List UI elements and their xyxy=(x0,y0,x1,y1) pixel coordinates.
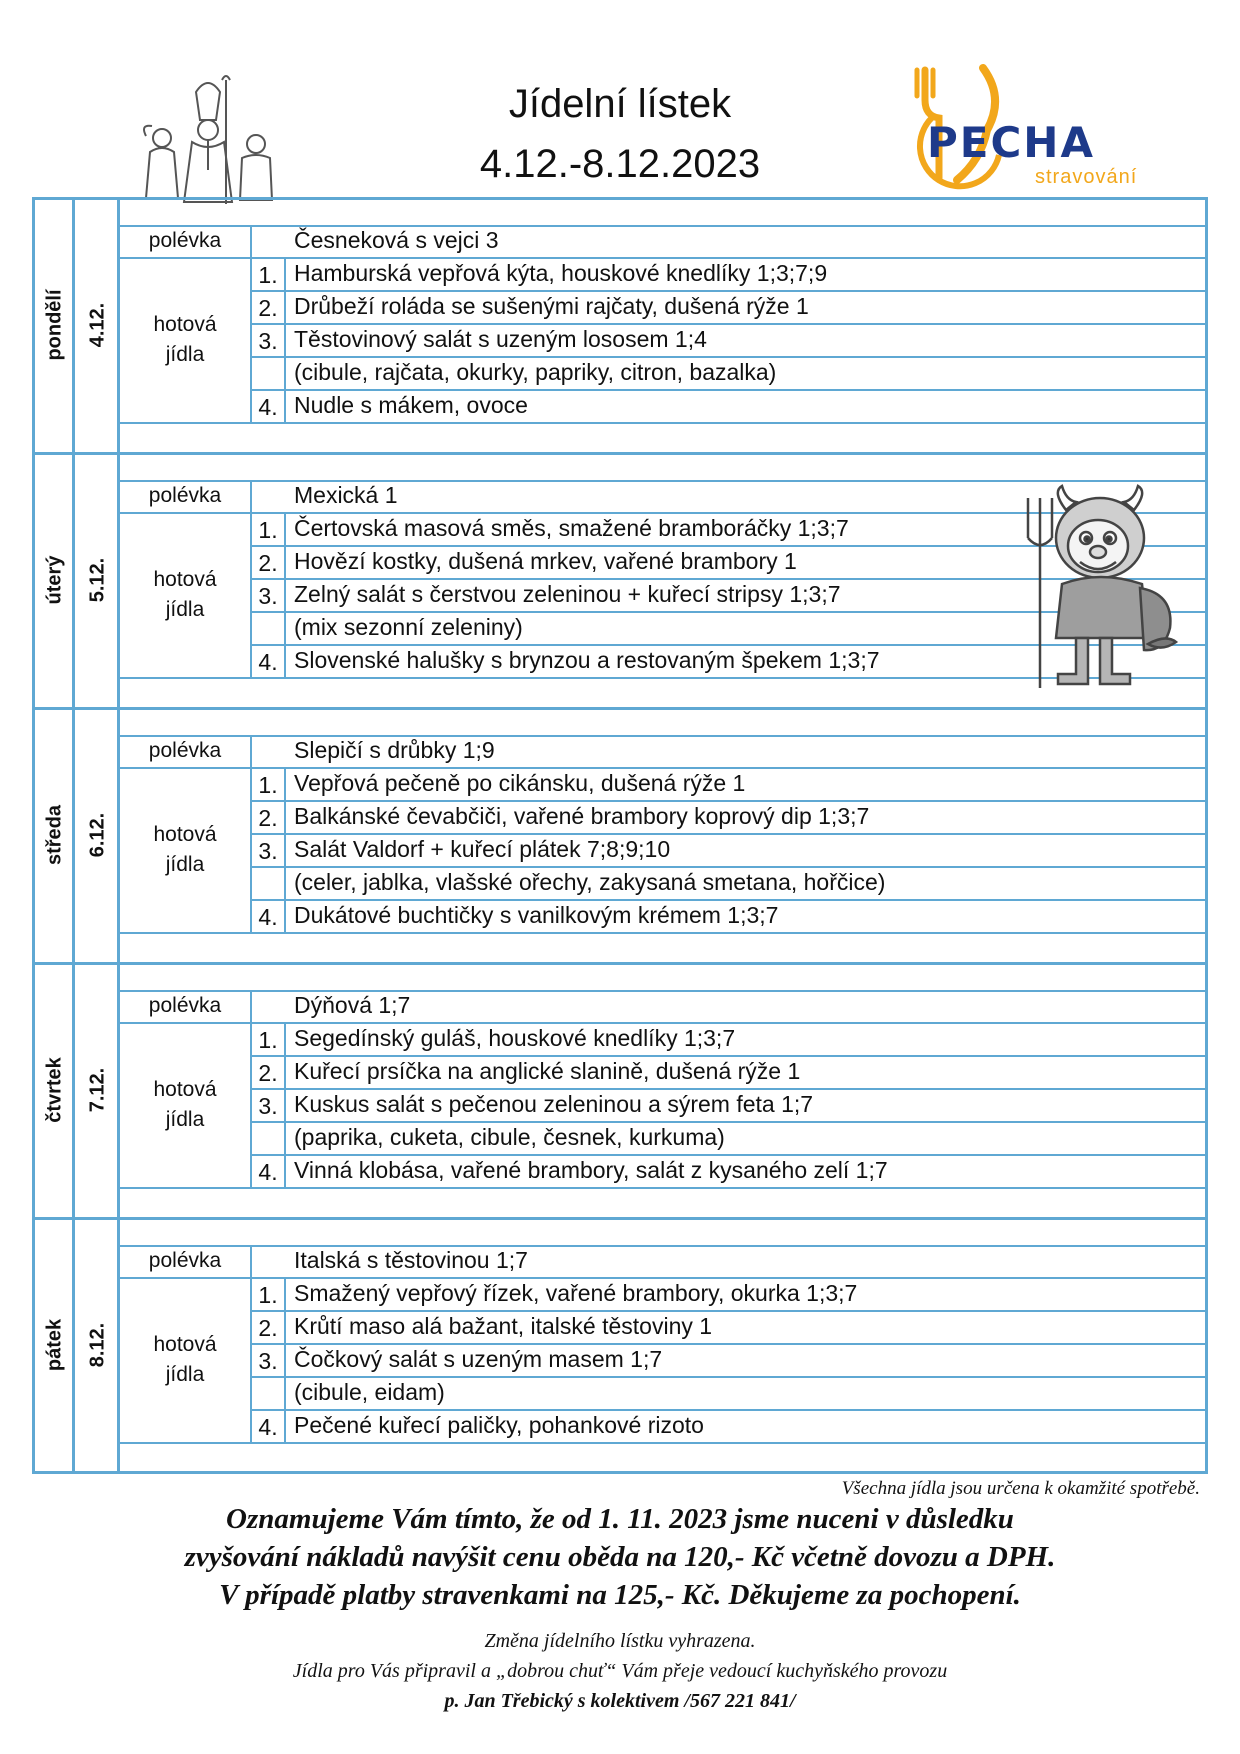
meal-number: 3. xyxy=(258,328,278,354)
consumption-note: Všechna jídla jsou určena k okamžité spotřebě. xyxy=(841,1478,1200,1499)
meals-label-line-2: jídla xyxy=(165,343,205,366)
logo-name: PECHA xyxy=(927,118,1095,167)
soup-label: polévka xyxy=(148,994,222,1017)
day-block xyxy=(32,197,1208,452)
meal-dish: Segedínský guláš, houskové knedlíky 1;3;7 xyxy=(294,1025,736,1051)
meal-dish: Čočkový salát s uzeným masem 1;7 xyxy=(294,1346,663,1372)
meals-label-line-1: hotová xyxy=(153,313,217,336)
day-date: 7.12. xyxy=(86,1067,109,1112)
meal-number: 3. xyxy=(258,1348,278,1374)
meal-dish: Zelný salát s čerstvou zeleninou + kuřecí stripsy 1;3;7 xyxy=(294,581,841,607)
day-date: 6.12. xyxy=(86,812,109,857)
pecha-logo xyxy=(905,60,1165,200)
day-separator xyxy=(32,707,1208,710)
meal-number: 4. xyxy=(258,1159,278,1185)
row-line xyxy=(250,1376,1208,1378)
row-line xyxy=(250,1088,1208,1090)
row-line xyxy=(250,290,1208,292)
meal-number: 2. xyxy=(258,1060,278,1086)
meal-dish: Vinná klobása, vařené brambory, salát z kysaného zelí 1;7 xyxy=(294,1157,888,1183)
meal-dish: Salát Valdorf + kuřecí plátek 7;8;9;10 xyxy=(294,836,671,862)
day-name: pondělí xyxy=(43,288,66,361)
meal-number: 2. xyxy=(258,805,278,831)
page-title: Jídelní lístek xyxy=(508,82,732,126)
row-line xyxy=(250,1154,1208,1156)
meal-number: 2. xyxy=(258,1315,278,1341)
meal-dish: (paprika, cuketa, cibule, česnek, kurkuma) xyxy=(294,1124,725,1150)
row-line xyxy=(120,735,1208,737)
soup-dish: Dýňová 1;7 xyxy=(294,992,411,1018)
soup-dish: Italská s těstovinou 1;7 xyxy=(294,1247,528,1273)
soup-label: polévka xyxy=(148,229,222,252)
meal-number: 1. xyxy=(258,517,278,543)
soup-dish: Česneková s vejci 3 xyxy=(294,227,499,253)
meal-dish: Čertovská masová směs, smažené bramboráčky 1;3;7 xyxy=(294,515,849,541)
row-line xyxy=(250,1121,1208,1123)
meal-dish: Smažený vepřový řízek, vařené brambory, okurka 1;3;7 xyxy=(294,1280,858,1306)
row-line xyxy=(250,899,1208,901)
meal-dish: Hamburská vepřová kýta, houskové knedlíky 1;3;7;9 xyxy=(294,260,828,286)
meal-dish: Drůbeží roláda se sušenými rajčaty, dušená rýže 1 xyxy=(294,293,809,319)
meal-dish: Vepřová pečeně po cikánsku, dušená rýže 1 xyxy=(294,770,746,796)
saint-nicholas-illustration xyxy=(138,72,278,208)
meals-label-line-2: jídla xyxy=(165,1108,205,1131)
footer-line-3: p. Jan Třebický s kolektivem /567 221 841/ xyxy=(444,1690,796,1712)
meal-number: 4. xyxy=(258,1414,278,1440)
meal-dish: Dukátové buchtičky s vanilkovým krémem 1;3;7 xyxy=(294,902,779,928)
meals-label-line-1: hotová xyxy=(153,823,217,846)
row-line xyxy=(120,422,1208,424)
row-line xyxy=(250,1310,1208,1312)
row-line xyxy=(120,932,1208,934)
row-line xyxy=(250,833,1208,835)
date-range: 4.12.-8.12.2023 xyxy=(479,142,761,186)
day-name: úterý xyxy=(43,555,66,604)
meal-dish: Těstovinový salát s uzeným lososem 1;4 xyxy=(294,326,707,352)
meal-number: 3. xyxy=(258,583,278,609)
row-line xyxy=(250,800,1208,802)
row-line xyxy=(250,1343,1208,1345)
soup-label: polévka xyxy=(148,739,222,762)
meal-dish: (mix sezonní zeleniny) xyxy=(294,614,523,640)
row-line xyxy=(250,389,1208,391)
meal-dish: Pečené kuřecí paličky, pohankové rizoto xyxy=(294,1412,704,1438)
row-line xyxy=(250,1055,1208,1057)
meal-number: 1. xyxy=(258,1282,278,1308)
meal-number: 3. xyxy=(258,838,278,864)
meal-dish: Kuskus salát s pečenou zeleninou a sýrem feta 1;7 xyxy=(294,1091,814,1117)
row-line xyxy=(250,323,1208,325)
row-line xyxy=(120,480,1208,482)
day-block xyxy=(32,962,1208,1217)
day-block xyxy=(32,1217,1208,1472)
meal-number: 1. xyxy=(258,262,278,288)
row-line xyxy=(120,1187,1208,1189)
day-separator xyxy=(32,452,1208,455)
row-line xyxy=(120,1442,1208,1444)
soup-label: polévka xyxy=(148,1249,222,1272)
meals-label-line-2: jídla xyxy=(165,598,205,621)
meals-label-line-2: jídla xyxy=(165,1363,205,1386)
announcement-line-1: Oznamujeme Vám tímto, že od 1. 11. 2023 jsme nuceni v důsledku xyxy=(226,1503,1014,1535)
meal-number: 4. xyxy=(258,394,278,420)
announcement-line-3: V případě platby stravenkami na 125,- Kč. Děkujeme za pochopení. xyxy=(219,1579,1021,1611)
day-date: 5.12. xyxy=(86,557,109,602)
soup-dish: Slepičí s drůbky 1;9 xyxy=(294,737,495,763)
logo-subtitle: stravování xyxy=(1035,166,1138,188)
row-line xyxy=(120,225,1208,227)
meals-label-line-1: hotová xyxy=(153,568,217,591)
day-date: 4.12. xyxy=(86,302,109,347)
meal-dish: Nudle s mákem, ovoce xyxy=(294,392,528,418)
soup-label: polévka xyxy=(148,484,222,507)
footer-line-1: Změna jídelního lístku vyhrazena. xyxy=(484,1630,756,1652)
meal-dish: (cibule, rajčata, okurky, papriky, citron, bazalka) xyxy=(294,359,777,385)
meal-number: 2. xyxy=(258,295,278,321)
announcement-line-2: zvyšování nákladů navýšit cenu oběda na 120,- Kč včetně dovozu a DPH. xyxy=(184,1541,1056,1573)
footer-line-2: Jídla pro Vás připravil a „dobrou chuť“ Vám přeje vedoucí kuchyňského provozu xyxy=(292,1660,948,1682)
day-block xyxy=(32,707,1208,962)
row-line xyxy=(250,866,1208,868)
meal-dish: Kuřecí prsíčka na anglické slanině, dušená rýže 1 xyxy=(294,1058,801,1084)
row-line xyxy=(250,356,1208,358)
meal-dish: Krůtí maso alá bažant, italské těstoviny 1 xyxy=(294,1313,713,1339)
meals-label-line-1: hotová xyxy=(153,1078,217,1101)
day-date: 8.12. xyxy=(86,1322,109,1367)
day-name: pátek xyxy=(43,1318,66,1371)
meal-number: 2. xyxy=(258,550,278,576)
meal-dish: Slovenské halušky s brynzou a restovaným špekem 1;3;7 xyxy=(294,647,880,673)
meal-dish: (cibule, eidam) xyxy=(294,1379,445,1405)
row-line xyxy=(120,1245,1208,1247)
row-line xyxy=(120,990,1208,992)
devil-illustration xyxy=(1000,484,1184,694)
meal-dish: (celer, jablka, vlašské ořechy, zakysaná smetana, hořčice) xyxy=(294,869,886,895)
meals-label-line-2: jídla xyxy=(165,853,205,876)
soup-dish: Mexická 1 xyxy=(294,482,398,508)
meal-number: 1. xyxy=(258,772,278,798)
meal-dish: Hovězí kostky, dušená mrkev, vařené brambory 1 xyxy=(294,548,797,574)
row-line xyxy=(250,1409,1208,1411)
meal-number: 4. xyxy=(258,649,278,675)
day-name: středa xyxy=(43,804,66,865)
day-separator xyxy=(32,962,1208,965)
day-name: čtvrtek xyxy=(43,1056,66,1123)
meal-number: 1. xyxy=(258,1027,278,1053)
meal-number: 3. xyxy=(258,1093,278,1119)
meal-dish: Balkánské čevabčiči, vařené brambory koprový dip 1;3;7 xyxy=(294,803,870,829)
meals-label-line-1: hotová xyxy=(153,1333,217,1356)
day-separator xyxy=(32,1217,1208,1220)
meal-number: 4. xyxy=(258,904,278,930)
